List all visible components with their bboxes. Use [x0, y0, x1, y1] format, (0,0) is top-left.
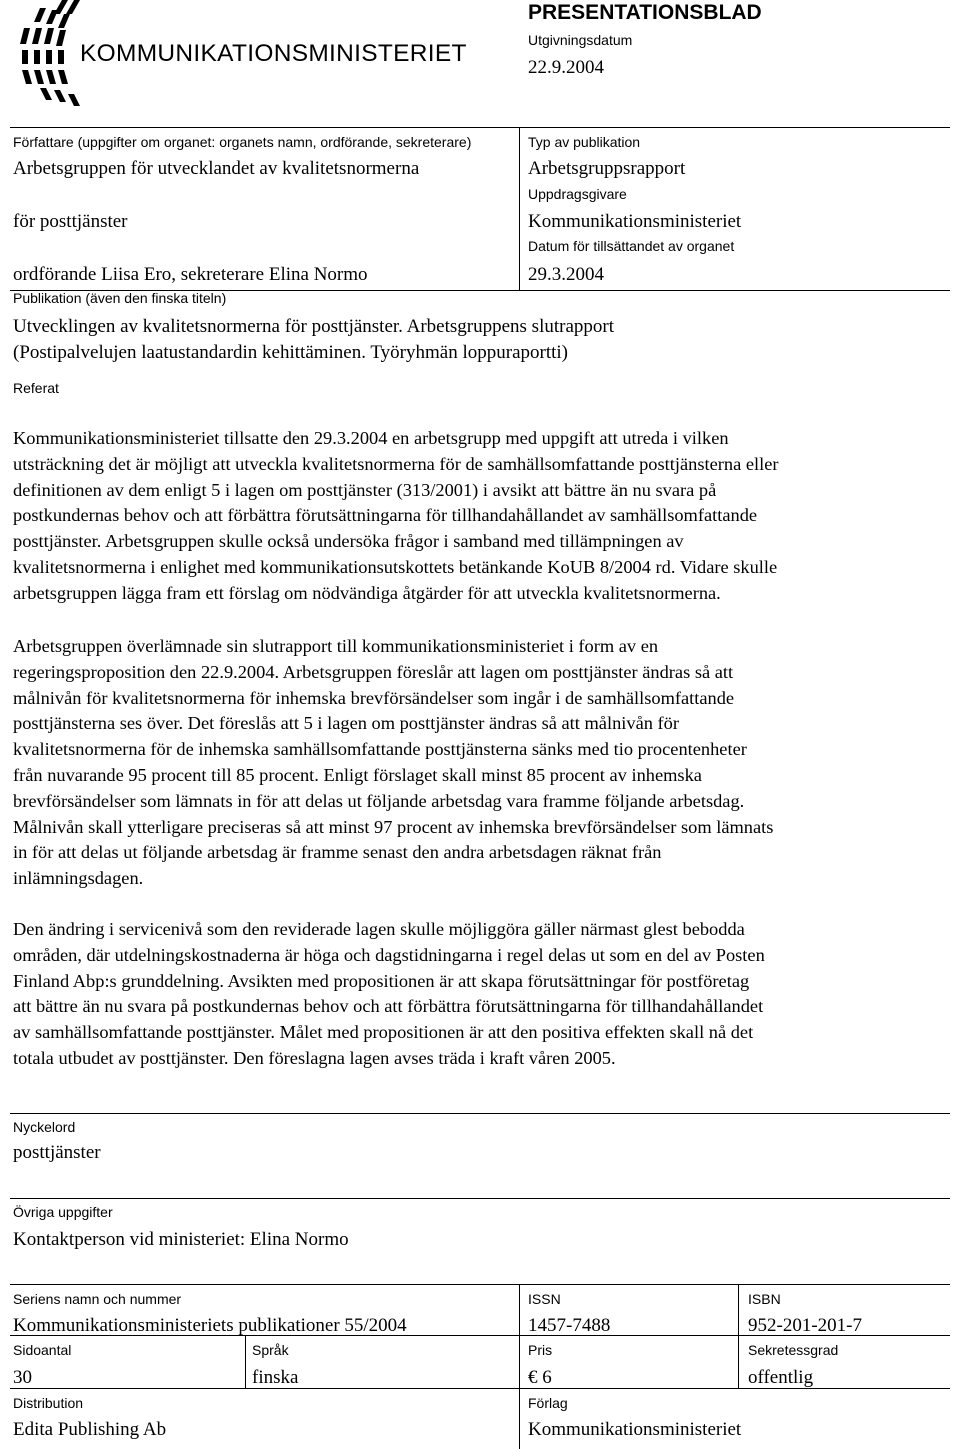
abstract-line: från nuvarande 95 procent till 85 procent. Enligt förslaget skall minst 85 procent av inhemska — [13, 764, 702, 785]
price-label: Pris — [528, 1342, 553, 1358]
abstract-paragraph — [13, 634, 773, 892]
divider — [738, 1284, 739, 1388]
publisher-value: Kommunikationsministeriet — [528, 1419, 742, 1440]
commissioned-by-label: Uppdragsgivare — [528, 186, 627, 202]
publication-type-value: Arbetsgruppsrapport — [528, 158, 686, 179]
appointed-date-value: 29.3.2004 — [528, 264, 604, 285]
abstract-line: Målnivån skall ytterligare preciseras så att minst 97 procent av inhemska brevförsändelser som lämnats — [13, 816, 774, 837]
distribution-label: Distribution — [13, 1395, 84, 1411]
abstract-line: inlämningsdagen. — [13, 868, 144, 889]
abstract-line: brevförsändelser som lämnats in för att delas ut följande arbetsdag vara framme följande arbetsdag. — [13, 790, 745, 811]
classification-label: Sekretessgrad — [748, 1342, 839, 1358]
publication-title-line: Utvecklingen av kvalitetsnormerna för posttjänster. Arbetsgruppens slutrapport — [13, 316, 614, 337]
keywords-label: Nyckelord — [13, 1119, 76, 1135]
divider — [10, 1113, 950, 1114]
publication-title-line: (Postipalvelujen laatustandardin kehittäminen. Työryhmän loppuraportti) — [13, 342, 568, 363]
abstract-line: Arbetsgruppen överlämnade sin slutrapport till kommunikationsministeriet i form av en — [13, 636, 659, 656]
language-value: finska — [252, 1367, 299, 1388]
other-info-value: Kontaktperson vid ministeriet: Elina Normo — [13, 1229, 349, 1250]
abstract-line: Den ändring i servicenivå som den reviderade lagen skulle möjliggöra gäller närmast glest bebodda — [13, 919, 745, 939]
divider — [519, 127, 520, 290]
publisher-label: Förlag — [528, 1395, 568, 1411]
abstract-line: kvalitetsnormerna i enlighet med kommunikationsutskottets betänkande KoUB 8/2004 rd. Vidare skulle — [13, 556, 778, 577]
classification-value: offentlig — [748, 1367, 814, 1388]
issn-value: 1457-7488 — [528, 1315, 611, 1336]
abstract-line: Finland Abp:s grunddelning. Avsikten med propositionen är att skapa förutsättningar för postföretag — [13, 970, 750, 991]
abstract-paragraph — [13, 426, 779, 607]
abstract-line: arbetsgruppen lägga fram ett förslag om nödvändiga åtgärder för att utveckla kvalitetsnormerna. — [13, 582, 721, 603]
divider — [10, 127, 950, 128]
abstract-line: postkundernas behov och att förbättra förutsättningarna för tillhandahållandet av samhällsomfattande — [13, 505, 758, 526]
abstract-line: definitionen av dem enligt 5 i lagen om posttjänster (313/2001) i avsikt att bättre än nu svara på — [13, 479, 717, 500]
isbn-value: 952-201-201-7 — [748, 1315, 862, 1336]
abstract-line: regeringsproposition den 22.9.2004. Arbetsgruppen föreslår att lagen om posttjänster ändras så att — [13, 661, 734, 682]
abstract-paragraph — [13, 917, 765, 1072]
divider — [10, 1198, 950, 1199]
abstract-line: kvalitetsnormerna för de inhemska samhällsomfattande posttjänsterna sänks med tio procentenheter — [13, 739, 747, 760]
divider — [245, 1335, 246, 1388]
abstract-line: områden, där utdelningskostnaderna är höga och dagstidningarna i regel delas ut som en del av Posten — [13, 944, 765, 965]
publication-label: Publikation (även den finska titeln) — [13, 290, 227, 306]
pages-value: 30 — [13, 1367, 32, 1388]
divider — [519, 1284, 520, 1449]
sheet-title: PRESENTATIONSBLAD — [528, 1, 762, 24]
series-label: Seriens namn och nummer — [13, 1291, 182, 1307]
abstract-line: av samhällsomfattande posttjänster. Målet med propositionen är att den positiva effekten skall nå det — [13, 1022, 754, 1043]
abstract-line: att bättre än nu svara på postkundernas behov och att förbättra förutsättningarna för tillhandahållandet — [13, 996, 764, 1017]
issue-date: 22.9.2004 — [528, 57, 604, 78]
abstract-line: posttjänster. Arbetsgruppen skulle också undersöka frågor i samband med tillämpningen av — [13, 531, 684, 552]
abstract-line: utsträckning det är möjligt att utveckla kvalitetsnormerna för de samhällsomfattande posttjänsterna eller — [13, 453, 779, 474]
other-info-label: Övriga uppgifter — [13, 1204, 113, 1220]
distribution-value: Edita Publishing Ab — [13, 1419, 167, 1440]
publication-type-label: Typ av publikation — [528, 134, 641, 150]
series-value: Kommunikationsministeriets publikationer 55/2004 — [13, 1315, 407, 1336]
keywords-value: posttjänster — [13, 1142, 101, 1163]
language-label: Språk — [252, 1342, 289, 1358]
divider — [10, 1284, 950, 1285]
issn-label: ISSN — [528, 1291, 561, 1307]
pages-label: Sidoantal — [13, 1342, 72, 1358]
ministry-name: KOMMUNIKATIONSMINISTERIET — [80, 40, 467, 67]
issue-date-label: Utgivningsdatum — [528, 32, 633, 48]
price-value: € 6 — [528, 1367, 552, 1388]
abstract-line: målnivån för kvalitetsnormerna för inhemska brevförsändelser som ingår i de samhällsomfattande — [13, 687, 735, 708]
abstract-line: totala utbudet av posttjänster. Den föreslagna lagen avses träda i kraft våren 2005. — [13, 1047, 616, 1068]
abstract-label: Referat — [13, 380, 59, 396]
author-line: för posttjänster — [13, 211, 128, 232]
commissioned-by-value: Kommunikationsministeriet — [528, 211, 742, 232]
author-label: Författare (uppgifter om organet: organets namn, ordförande, sekreterare) — [13, 134, 472, 150]
abstract-line: in för att delas ut följande arbetsdag är framme senast den andra arbetsdagen räknat från — [13, 842, 662, 863]
appointed-date-label: Datum för tillsättandet av organet — [528, 238, 735, 254]
isbn-label: ISBN — [748, 1291, 781, 1307]
author-line: ordförande Liisa Ero, sekreterare Elina Normo — [13, 264, 368, 285]
abstract-line: posttjänsterna ses över. Det föreslås att 5 i lagen om posttjänster ändras så att målnivån för — [13, 713, 679, 734]
author-line: Arbetsgruppen för utvecklandet av kvalitetsnormerna — [13, 158, 420, 179]
abstract-line: Kommunikationsministeriet tillsatte den 29.3.2004 en arbetsgrupp med uppgift att utreda i vilken — [13, 428, 729, 448]
